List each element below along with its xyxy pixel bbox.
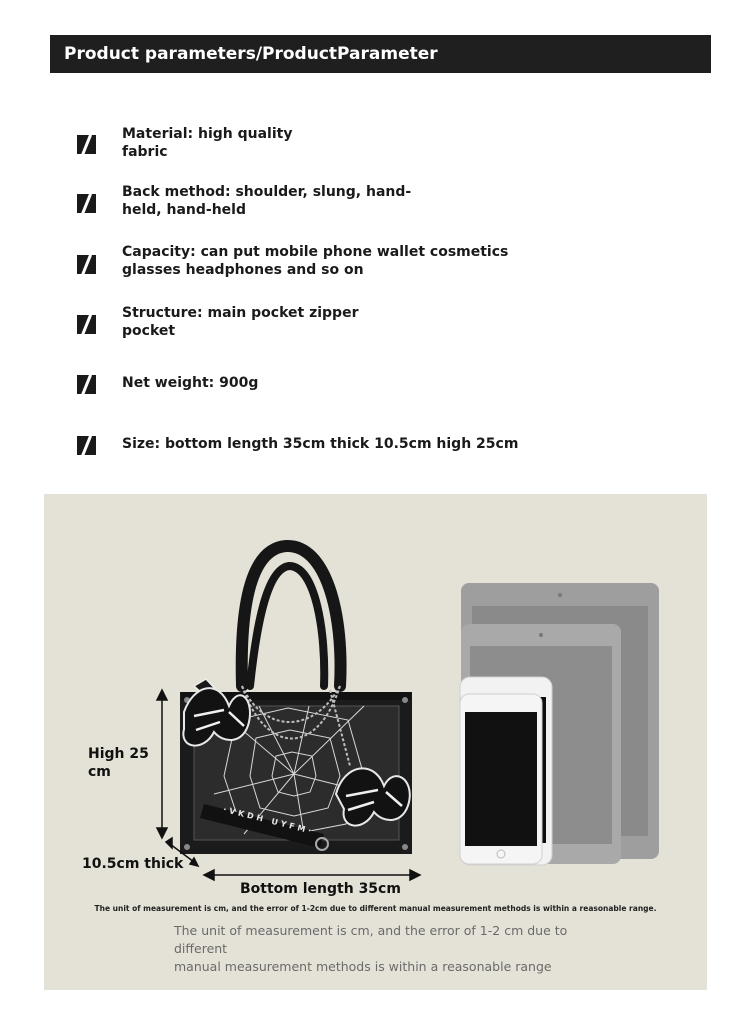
strap-text: ·VKDH UYFM· (222, 804, 316, 837)
measurement-note-large: The unit of measurement is cm, and the error of 1-2 cm due to different manual measurement methods is within a reasonable range (174, 923, 568, 974)
bag-handle-icon (242, 546, 341, 686)
slash-bullet-icon (77, 436, 96, 455)
slash-bullet-icon (77, 375, 96, 394)
phone-small-icon (460, 694, 542, 864)
height-arrow-icon (157, 690, 167, 838)
slash-bullet-icon (77, 315, 96, 334)
bottom-length-label: Bottom length 35cm (240, 881, 401, 897)
param-text: Structure: main pocket zipper pocket (122, 305, 359, 339)
slash-bullet-icon (77, 194, 96, 213)
thickness-label: 10.5cm thick (82, 856, 184, 872)
param-text: Net weight: 900g (122, 375, 259, 391)
slash-bullet-icon (77, 135, 96, 154)
width-arrow-icon (204, 870, 420, 880)
slash-bullet-icon (77, 255, 96, 274)
param-text: Material: high quality fabric (122, 126, 293, 160)
param-text: Size: bottom length 35cm thick 10.5cm high 25cm (122, 436, 519, 452)
measurement-note-small: The unit of measurement is cm, and the error of 1-2cm due to different manual measurement methods is within a reasonable range. (94, 904, 657, 913)
param-text: Back method: shoulder, slung, hand- held, hand-held (122, 184, 412, 218)
product-illustration (44, 494, 707, 990)
section-title: Product parameters/ProductParameter (64, 44, 438, 64)
product-photo-panel (44, 494, 707, 990)
height-label: High 25 cm (88, 746, 149, 780)
section-header (50, 35, 711, 73)
param-text: Capacity: can put mobile phone wallet cosmetics glasses headphones and so on (122, 244, 509, 278)
